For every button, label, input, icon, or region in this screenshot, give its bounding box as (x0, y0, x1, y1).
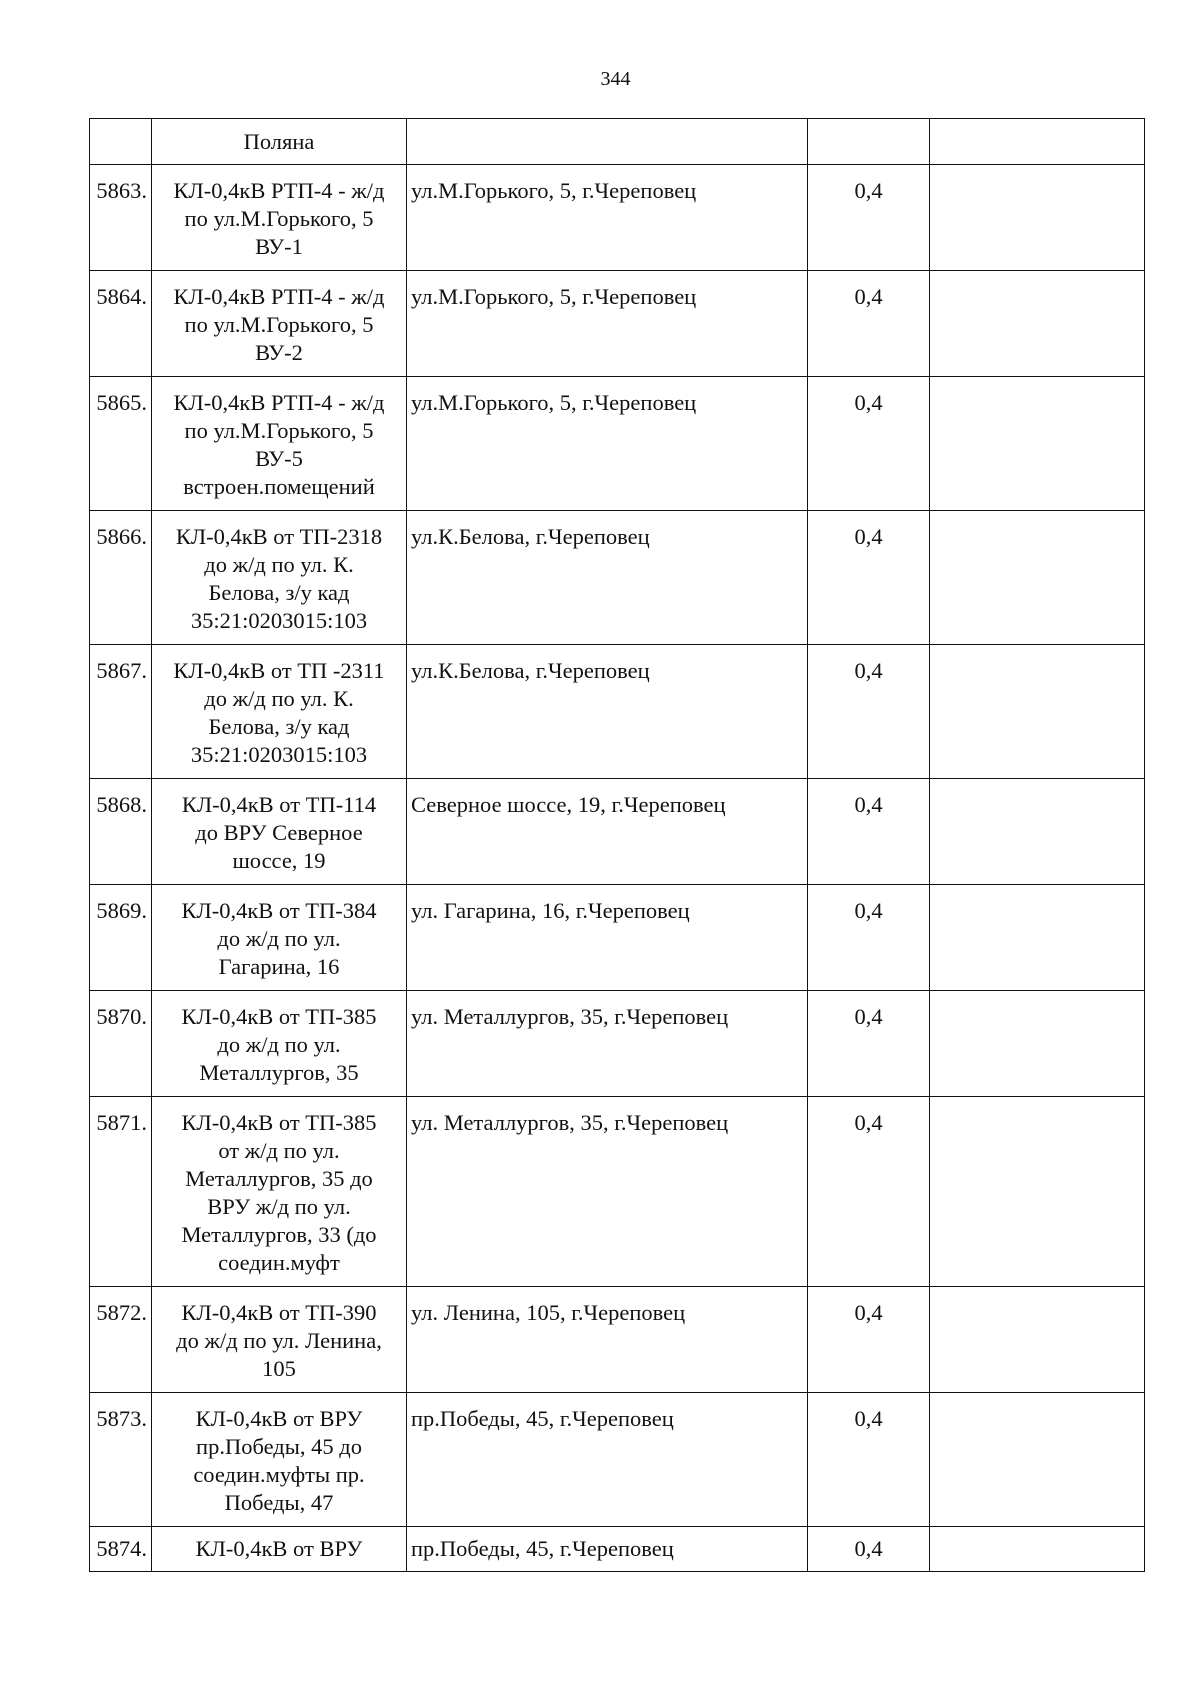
row-number-cell: 5868. (90, 779, 152, 885)
cable-name-line: Белова, з/у кад (208, 580, 350, 605)
table-row (90, 885, 1145, 991)
page-number: 344 (600, 68, 631, 90)
cable-name-line: КЛ-0,4кВ от ТП-384 (181, 898, 377, 923)
address-cell: пр.Победы, 45, г.Череповец (407, 1527, 808, 1572)
table-row (90, 779, 1145, 885)
cable-name-line: КЛ-0,4кВ РТП-4 - ж/д (173, 284, 385, 309)
cable-name-cell (152, 991, 407, 1097)
cable-name-line: КЛ-0,4кВ от ТП-385 (181, 1110, 377, 1135)
cable-name-line: Металлургов, 35 (199, 1060, 359, 1085)
table-row (90, 165, 1145, 271)
address-cell: пр.Победы, 45, г.Череповец (407, 1393, 808, 1527)
row-number-cell: 5866. (90, 511, 152, 645)
voltage-cell: 0,4 (808, 1287, 930, 1393)
voltage-cell: 0,4 (808, 377, 930, 511)
note-cell (930, 377, 1145, 511)
cable-name-line: ВУ-5 (255, 446, 303, 471)
voltage-cell: 0,4 (808, 165, 930, 271)
cable-name-cell (152, 645, 407, 779)
cable-name-cell (152, 1097, 407, 1287)
table-row (90, 1393, 1145, 1527)
row-number-cell: 5870. (90, 991, 152, 1097)
note-cell (930, 1287, 1145, 1393)
row-number-cell: 5871. (90, 1097, 152, 1287)
cable-name-line: до ж/д по ул. Ленина, (176, 1328, 382, 1353)
note-cell (930, 1097, 1145, 1287)
cable-name-line: КЛ-0,4кВ от ВРУ (195, 1536, 363, 1561)
cable-name-line: по ул.М.Горького, 5 (184, 418, 374, 443)
header-name-cell: Поляна (152, 119, 407, 165)
note-cell (930, 885, 1145, 991)
address-cell: ул. Металлургов, 35, г.Череповец (407, 991, 808, 1097)
table-row-header (90, 119, 1145, 165)
voltage-cell: 0,4 (808, 991, 930, 1097)
row-number-cell: 5864. (90, 271, 152, 377)
voltage-cell: 0,4 (808, 645, 930, 779)
cable-name-line: по ул.М.Горького, 5 (184, 312, 374, 337)
header-address-cell (407, 119, 808, 165)
cable-name-line: КЛ-0,4кВ от ВРУ (195, 1406, 363, 1431)
voltage-cell: 0,4 (808, 1097, 930, 1287)
table-row (90, 1527, 1145, 1572)
note-cell (930, 1393, 1145, 1527)
cable-name-line: до ж/д по ул. К. (204, 552, 354, 577)
voltage-cell: 0,4 (808, 885, 930, 991)
voltage-cell: 0,4 (808, 779, 930, 885)
cable-name-line: 35:21:0203015:103 (190, 608, 368, 633)
cable-name-line: от ж/д по ул. (218, 1138, 340, 1163)
cable-name-line: КЛ-0,4кВ от ТП -2311 (173, 658, 385, 683)
row-number-cell: 5872. (90, 1287, 152, 1393)
cable-name-cell (152, 271, 407, 377)
note-cell (930, 511, 1145, 645)
cable-name-line: КЛ-0,4кВ от ТП-390 (181, 1300, 377, 1325)
cable-name-line: КЛ-0,4кВ от ТП-2318 (175, 524, 383, 549)
cable-name-line: шоссе, 19 (232, 848, 326, 873)
address-cell: Северное шоссе, 19, г.Череповец (407, 779, 808, 885)
header-voltage-cell (808, 119, 930, 165)
cable-name-line: Гагарина, 16 (218, 954, 340, 979)
table-row (90, 1287, 1145, 1393)
cable-name-line: КЛ-0,4кВ РТП-4 - ж/д (173, 390, 385, 415)
note-cell (930, 645, 1145, 779)
address-cell: ул.М.Горького, 5, г.Череповец (407, 271, 808, 377)
table-body (90, 119, 1145, 1572)
voltage-cell: 0,4 (808, 1393, 930, 1527)
table-row (90, 377, 1145, 511)
table-row (90, 271, 1145, 377)
cable-name-cell (152, 779, 407, 885)
cable-name-line: до ж/д по ул. (217, 926, 341, 951)
cable-name-line: по ул.М.Горького, 5 (184, 206, 374, 231)
cable-name-line: 105 (262, 1356, 296, 1381)
cable-name-cell (152, 511, 407, 645)
cable-name-line: соедин.муфт (218, 1250, 340, 1275)
cable-name-line: ВУ-1 (255, 234, 303, 259)
address-cell: ул.К.Белова, г.Череповец (407, 511, 808, 645)
cable-name-line: соедин.муфты пр. (193, 1462, 365, 1487)
voltage-cell: 0,4 (808, 271, 930, 377)
table-row (90, 511, 1145, 645)
cable-name-cell (152, 1287, 407, 1393)
voltage-cell: 0,4 (808, 1527, 930, 1572)
row-number-cell: 5865. (90, 377, 152, 511)
cable-name-line: Металлургов, 35 до (185, 1166, 373, 1191)
note-cell (930, 165, 1145, 271)
address-cell: ул. Гагарина, 16, г.Череповец (407, 885, 808, 991)
row-number-cell: 5873. (90, 1393, 152, 1527)
cable-name-line: до ВРУ Северное (195, 820, 363, 845)
cable-name-line: ВРУ ж/д по ул. (207, 1194, 351, 1219)
cable-name-cell (152, 165, 407, 271)
address-cell: ул. Металлургов, 35, г.Череповец (407, 1097, 808, 1287)
cable-name-line: Победы, 47 (224, 1490, 334, 1515)
note-cell (930, 779, 1145, 885)
note-cell (930, 991, 1145, 1097)
row-number-cell: 5874. (90, 1527, 152, 1572)
cable-name-cell (152, 1393, 407, 1527)
header-num-cell (90, 119, 152, 165)
row-number-cell: 5869. (90, 885, 152, 991)
voltage-cell: 0,4 (808, 511, 930, 645)
address-cell: ул.М.Горького, 5, г.Череповец (407, 165, 808, 271)
cable-name-line: 35:21:0203015:103 (190, 742, 368, 767)
cable-name-line: Металлургов, 33 (до (181, 1222, 377, 1247)
cable-name-line: до ж/д по ул. К. (204, 686, 354, 711)
table-row (90, 991, 1145, 1097)
row-number-cell: 5867. (90, 645, 152, 779)
header-note-cell (930, 119, 1145, 165)
address-cell: ул.М.Горького, 5, г.Череповец (407, 377, 808, 511)
cable-name-line: встроен.помещений (183, 474, 375, 499)
cable-name-line: КЛ-0,4кВ от ТП-114 (181, 792, 377, 817)
table-row (90, 645, 1145, 779)
cable-name-line: КЛ-0,4кВ от ТП-385 (181, 1004, 377, 1029)
note-cell (930, 271, 1145, 377)
cable-name-cell (152, 1527, 407, 1572)
cable-name-line: до ж/д по ул. (217, 1032, 341, 1057)
cable-name-line: Белова, з/у кад (208, 714, 350, 739)
note-cell (930, 1527, 1145, 1572)
cable-name-line: КЛ-0,4кВ РТП-4 - ж/д (173, 178, 385, 203)
cable-name-cell (152, 377, 407, 511)
cable-name-cell (152, 885, 407, 991)
address-cell: ул. Ленина, 105, г.Череповец (407, 1287, 808, 1393)
table-row (90, 1097, 1145, 1287)
cable-name-line: пр.Победы, 45 до (196, 1434, 362, 1459)
cable-lines-table (89, 118, 1145, 1572)
row-number-cell: 5863. (90, 165, 152, 271)
cable-name-line: ВУ-2 (255, 340, 303, 365)
address-cell: ул.К.Белова, г.Череповец (407, 645, 808, 779)
